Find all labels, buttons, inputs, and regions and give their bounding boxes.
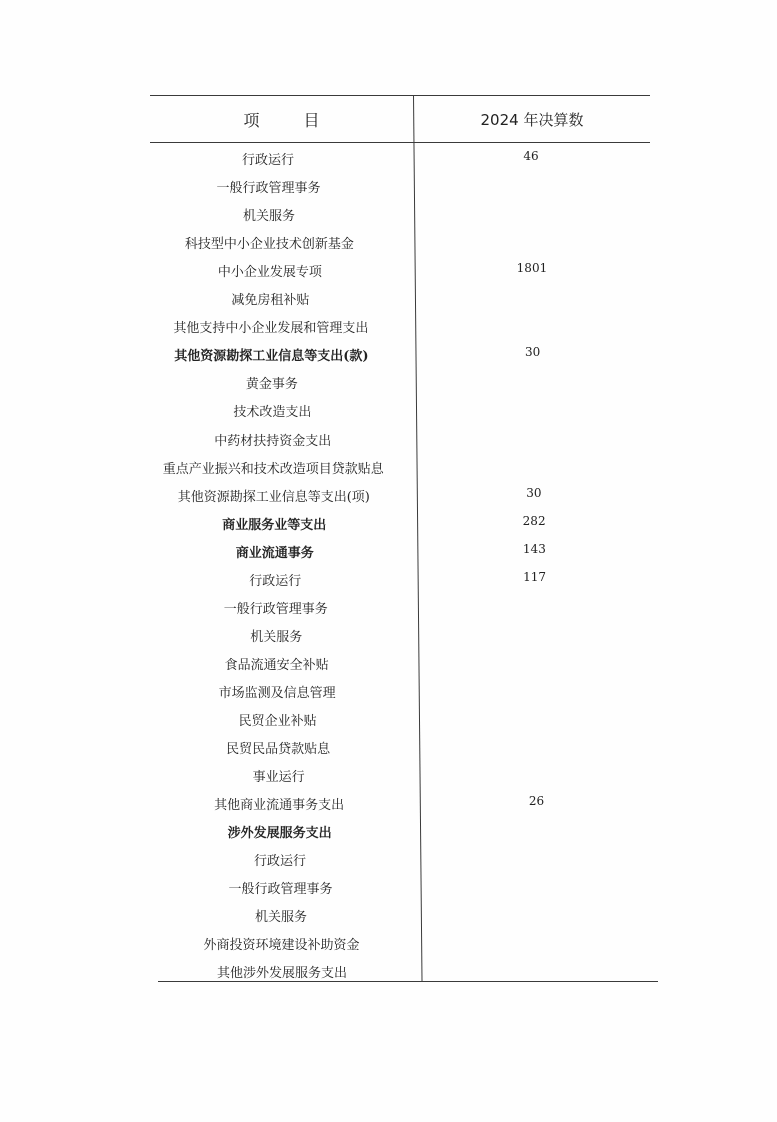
table-row <box>0 708 777 736</box>
row-item-label: 商业流通事务 <box>235 545 314 561</box>
row-item-label: 一般行政管理事务 <box>223 601 328 617</box>
column-header-year: 2024 年决算数 <box>480 110 584 129</box>
table-row <box>0 960 777 988</box>
table-row <box>0 820 777 848</box>
row-item-label: 行政运行 <box>254 854 307 870</box>
table-row <box>0 904 777 932</box>
row-item-label: 科技型中小企业技术创新基金 <box>184 237 354 253</box>
row-value: 46 <box>523 149 539 163</box>
row-item-label: 机关服务 <box>242 209 295 225</box>
row-item-label: 其他资源勘探工业信息等支出(项) <box>177 489 370 505</box>
row-item-label: 机关服务 <box>250 629 303 645</box>
table-row <box>0 428 777 456</box>
row-item-label: 重点产业振兴和技术改造项目贷款贴息 <box>162 461 384 477</box>
table-row <box>0 932 777 960</box>
table-row <box>0 399 777 427</box>
row-item-label: 行政运行 <box>241 153 294 168</box>
row-item-label: 外商投资环境建设补助资金 <box>203 938 360 954</box>
table-row <box>0 203 777 231</box>
row-item-label: 其他商业流通事务支出 <box>214 798 345 814</box>
table-row <box>0 287 777 315</box>
table-row <box>0 848 777 876</box>
row-value: 26 <box>528 794 545 809</box>
row-value: 30 <box>526 485 542 500</box>
table-row <box>0 231 777 259</box>
table-row <box>0 736 777 764</box>
table-row <box>0 624 777 652</box>
row-item-label: 其他资源勘探工业信息等支出(款) <box>174 349 369 365</box>
row-item-label: 行政运行 <box>249 573 302 589</box>
row-item-label: 民贸民品贷款贴息 <box>226 742 331 758</box>
table-row <box>0 484 777 512</box>
row-item-label: 技术改造支出 <box>233 405 312 421</box>
table-row <box>0 596 777 624</box>
row-value: 282 <box>522 513 546 528</box>
table-row <box>0 259 777 287</box>
row-item-label: 其他支持中小企业发展和管理支出 <box>173 321 369 337</box>
table-row <box>0 456 777 484</box>
table-row <box>0 876 777 904</box>
row-value: 143 <box>522 541 546 556</box>
table-row <box>0 568 777 596</box>
table-row <box>0 512 777 540</box>
row-item-label: 机关服务 <box>255 910 308 926</box>
row-item-label: 民贸企业补贴 <box>238 714 317 729</box>
table-row <box>0 343 777 371</box>
table-row <box>0 540 777 568</box>
row-item-label: 食品流通安全补贴 <box>224 657 329 673</box>
table-row <box>0 652 777 680</box>
row-item-label: 一般行政管理事务 <box>228 882 333 898</box>
table-row <box>0 175 777 203</box>
row-value: 117 <box>523 569 547 584</box>
table-row <box>0 371 777 399</box>
table-row <box>0 764 777 792</box>
row-item-label: 商业服务业等支出 <box>222 517 327 533</box>
table-row <box>0 147 777 175</box>
row-item-label: 黄金事务 <box>245 377 298 393</box>
row-item-label: 涉外发展服务支出 <box>227 826 332 842</box>
row-item-label: 减免房租补贴 <box>231 293 310 309</box>
row-value: 1801 <box>516 261 548 276</box>
row-item-label: 一般行政管理事务 <box>216 181 321 197</box>
row-item-label: 事业运行 <box>252 770 305 786</box>
column-header-item-char-2: 目 <box>303 110 320 130</box>
row-item-label: 中药材扶持资金支出 <box>214 433 332 449</box>
table-row <box>0 315 777 343</box>
row-item-label: 中小企业发展专项 <box>217 265 322 281</box>
row-item-label: 市场监测及信息管理 <box>218 685 336 701</box>
table-row <box>0 792 777 820</box>
column-header-item-char-1: 项 <box>243 110 260 130</box>
row-value: 30 <box>525 345 541 360</box>
table-row <box>0 680 777 708</box>
row-item-label: 其他涉外发展服务支出 <box>216 966 347 982</box>
